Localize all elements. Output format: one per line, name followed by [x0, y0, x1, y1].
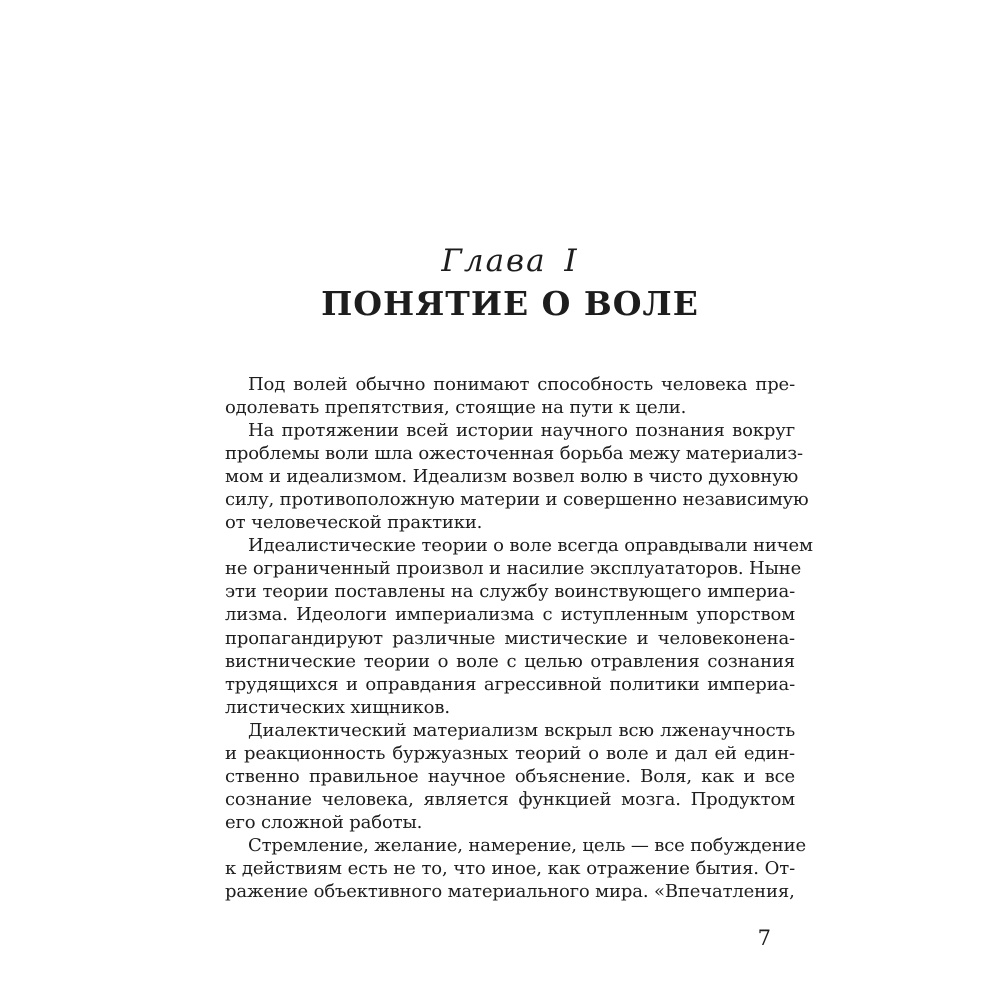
text-line: лизма. Идеологи империализма с иступленным упорством — [225, 604, 795, 626]
text-line: от человеческой практики. — [225, 512, 483, 534]
text-line: мом и идеализмом. Идеализм возвел волю в чисто духовную — [225, 466, 799, 488]
text-line: силу, противоположную материи и совершенно независимую — [225, 489, 809, 511]
text-line: ражение объективного материального мира. «Впечатления, — [225, 881, 795, 903]
text-line: Стремление, желание, намерение, цель — все побуждение — [248, 834, 806, 856]
text-line: ственно правильное научное объяснение. Воля, как и все — [225, 765, 795, 787]
text-line: На протяжении всей истории научного познания вокруг — [248, 420, 795, 442]
text-line: сознание человека, является функцией мозга. Продуктом — [225, 788, 795, 810]
chapter-title: ПОНЯТИЕ О ВОЛЕ — [321, 284, 699, 323]
text-line: Диалектический материализм вскрыл всю лженаучность — [248, 719, 795, 741]
text-line: его сложной работы. — [225, 811, 423, 833]
text-line: Под волей обычно понимают способность человека пре- — [248, 374, 795, 395]
text-line: не ограниченный произвол и насилие эксплуататоров. Ныне — [225, 558, 802, 580]
text-line: проблемы воли шла ожесточенная борьба межу материализ- — [225, 443, 803, 465]
body-text — [225, 373, 813, 903]
text-line: одолевать препятствия, стоящие на пути к цели. — [225, 397, 687, 419]
page-number: 7 — [757, 926, 771, 950]
text-line: и реакционность буржуазных теорий о воле и дал ей един- — [225, 742, 795, 764]
paragraph — [225, 419, 809, 534]
text-line: листических хищников. — [225, 696, 450, 718]
text-line: к действиям есть не то, что иное, как отражение бытия. От- — [225, 857, 795, 879]
text-line: эти теории поставлены на службу воинствующего империа- — [225, 581, 795, 603]
paragraph — [225, 834, 806, 903]
paragraph — [225, 373, 795, 419]
chapter-label: Глава I — [441, 243, 579, 279]
text-line: Идеалистические теории о воле всегда оправдывали ничем — [248, 535, 813, 557]
text-line: вистнические теории о воле с целью отравления сознания — [225, 650, 795, 672]
text-line: пропагандируют различные мистические и человеконена- — [225, 627, 795, 649]
text-line: трудящихся и оправдания агрессивной политики империа- — [225, 673, 795, 695]
paragraph — [225, 719, 795, 834]
paragraph — [225, 534, 813, 718]
